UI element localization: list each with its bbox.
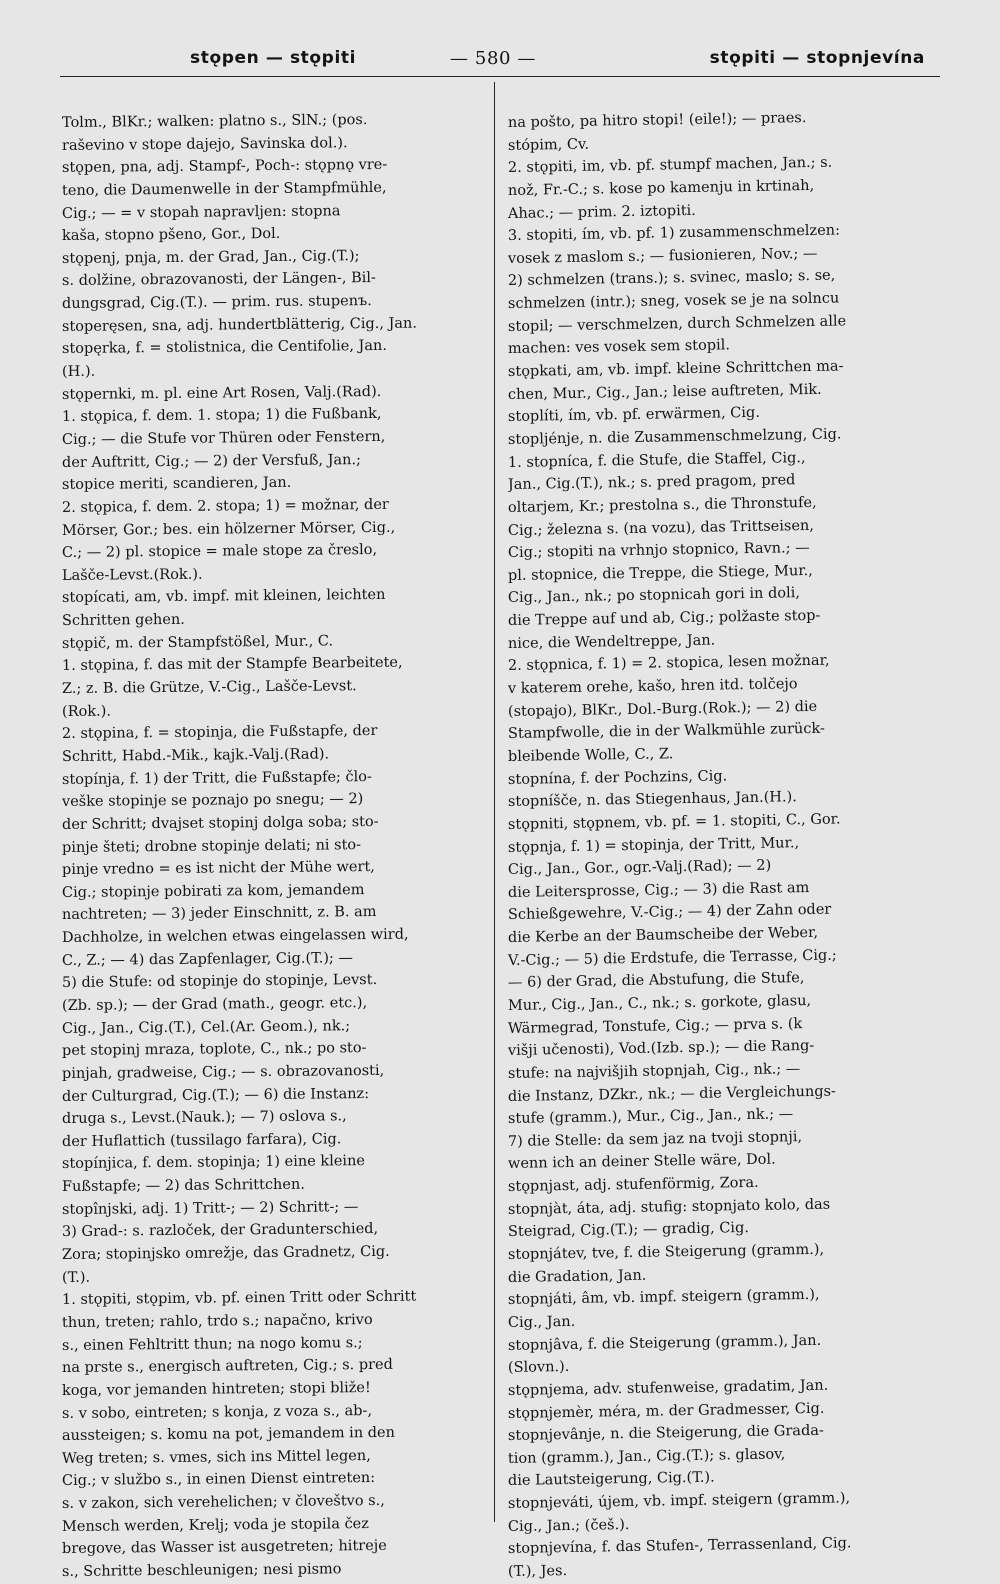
header-left-guideword: stǫpen — stǫpiti xyxy=(190,48,357,68)
entry-line: višji učenosti), Vod.(Izb. sp.); — die Rang- xyxy=(507,1038,815,1060)
entry-line: stópim, Cv. xyxy=(507,136,590,154)
entry-line: die Kerbe an der Baumscheibe der Weber, xyxy=(507,924,819,947)
entry-line: pinje vredno = es ist nicht der Mühe wert, xyxy=(61,859,375,879)
entry-line: Zora; stopinjsko omrežje, das Gradnetz, Cig. xyxy=(61,1243,390,1264)
entry-line: stopînjski, adj. 1) Tritt-; — 2) Schritt-; — xyxy=(61,1198,359,1218)
entry-line: stopnína, f. der Pochzins, Cig. xyxy=(507,767,728,788)
entry-line: stǫpkati, am, vb. impf. kleine Schrittchen ma- xyxy=(507,358,844,381)
entry-line: bregove, das Wasser ist ausgetreten; hitreje xyxy=(61,1538,387,1558)
entry-line: machen: ves vosek sem stopil. xyxy=(507,337,731,358)
entry-line: Jan., Cig.(T.), nk.; s. pred pragom, pred xyxy=(507,472,796,494)
column-divider xyxy=(494,82,495,1522)
entry-line: stǫpenj, pnja, m. der Grad, Jan., Cig.(T.); xyxy=(61,247,360,267)
entry-line: stopnjevína, f. das Stufen-, Terrassenland, Cig. xyxy=(507,1535,852,1558)
entry-line: vosek z maslom s.; — fusionieren, Nov.; — xyxy=(507,245,818,267)
entry-line: 2. stǫpnica, f. 1) = 2. stopica, lesen možnar, xyxy=(507,653,830,675)
entry-line: Cig., Jan., Cig.(T.), Cel.(Ar. Geom.), nk.; xyxy=(61,1017,351,1037)
entry-line: Cig.; — = v stopah napravljen: stopna xyxy=(61,202,341,222)
header-rule xyxy=(60,76,940,77)
entry-line: Steigrad, Cig.(T.); — gradig, Cig. xyxy=(507,1220,750,1241)
entry-line: (Rok.). xyxy=(61,703,112,720)
entry-line: 2. stǫpiti, im, vb. pf. stumpf machen, Jan.; s. xyxy=(507,154,833,177)
entry-line: Cig.; — die Stufe vor Thüren oder Fenstern, xyxy=(61,428,386,448)
entry-line: 1. stopníca, f. die Stufe, die Staffel, Cig., xyxy=(507,449,806,471)
entry-line: (H.). xyxy=(61,363,96,381)
entry-line: kaša, stopno pšeno, Gor., Dol. xyxy=(61,226,281,245)
entry-line: stǫpič, m. der Stampfstößel, Mur., C. xyxy=(61,633,334,652)
entry-line: wenn ich an deiner Stelle wäre, Dol. xyxy=(507,1152,776,1173)
entry-line: 1. stǫpica, f. dem. 1. stopa; 1) die Fußbank, xyxy=(61,406,382,426)
entry-line: stǫpniti, stǫpnem, vb. pf. = 1. stopiti, C., Gor. xyxy=(507,811,841,833)
entry-line: Cig.; stopinje pobirati za kom, jemandem xyxy=(61,881,365,901)
entry-line: C., Z.; — 4) das Zapfenlager, Cig.(T.); — xyxy=(61,949,354,969)
entry-line: 2) schmelzen (trans.); s. svinec, maslo; s. se, xyxy=(507,268,836,290)
entry-line: stǫpnja, f. 1) = stopinja, der Tritt, Mur., xyxy=(507,834,800,856)
entry-line: stopnjeváti, újem, vb. impf. steigern (gramm.), xyxy=(507,1490,851,1513)
entry-line: na pošto, pa hitro stopi! (eile!); — praes. xyxy=(507,110,807,131)
entry-line: 3) Grad-: s. razloček, der Gradunterschied, xyxy=(61,1221,379,1241)
entry-line: die Leitersprosse, Cig.; — 3) die Rast am xyxy=(507,879,810,901)
entry-line: Ahac.; — prim. 2. iztopiti. xyxy=(507,202,696,222)
entry-line: nice, die Wendeltreppe, Jan. xyxy=(507,632,716,652)
entry-line: pet stopinj mraza, toplote, C., nk.; po sto- xyxy=(61,1040,367,1060)
entry-line: druga s., Levst.(Nauk.); — 7) oslova s., xyxy=(61,1108,347,1128)
entry-line: 7) die Stelle: da sem jaz na tvoji stopnji, xyxy=(507,1128,803,1150)
entry-line: der Huflattich (tussilago farfara), Cig. xyxy=(61,1131,342,1150)
entry-line: Tolm., BlKr.; walken: platno s., SlN.; (pos. xyxy=(61,112,368,131)
entry-line: Mörser, Gor.; bes. ein hölzerner Mörser, Cig., xyxy=(61,519,396,539)
entry-line: pl. stopnice, die Treppe, die Stiege, Mur., xyxy=(507,562,813,584)
entry-line: Fußstapfe; — 2) das Schrittchen. xyxy=(61,1176,305,1196)
entry-line: stufe (gramm.), Mur., Cig., Jan., nk.; — xyxy=(507,1106,794,1128)
entry-line: (Slovn.). xyxy=(507,1359,570,1377)
entry-line: die Instanz, DZkr., nk.; — die Vergleichungs- xyxy=(507,1083,837,1105)
entry-line: stopljénje, n. die Zusammenschmelzung, Cig. xyxy=(507,426,842,448)
entry-line: thun, treten; rahlo, trdo s.; napačno, krivo xyxy=(61,1311,373,1331)
entry-line: teno, die Daumenwelle in der Stampfmühle, xyxy=(61,179,387,199)
entry-line: stopnjáti, âm, vb. impf. steigern (gramm.), xyxy=(507,1287,820,1309)
entry-line: die Lautsteigerung, Cig.(T.). xyxy=(507,1470,715,1490)
entry-line: na prste s., energisch auftreten, Cig.; s. pred xyxy=(61,1357,393,1377)
entry-line: Lašče-Levst.(Rok.). xyxy=(61,566,203,584)
right-column xyxy=(508,112,933,1584)
entry-line: schmelzen (intr.); sneg, vosek se je na solncu xyxy=(507,290,840,313)
entry-line: stopnjàt, áta, adj. stufig: stopnjato kolo, das xyxy=(507,1196,831,1218)
entry-line: nachtreten; — 3) jeder Einschnitt, z. B. am xyxy=(61,904,377,924)
entry-line: Wärmegrad, Tonstufe, Cig.; — prva s. (k xyxy=(507,1015,803,1037)
entry-line: die Gradation, Jan. xyxy=(507,1267,647,1286)
entry-line: oltarjem, Kr.; prestolna s., die Thronstufe, xyxy=(507,494,817,516)
entry-line: stopínjica, f. dem. stopinja; 1) eine kleine xyxy=(61,1153,366,1173)
entry-line: stopil; — verschmelzen, durch Schmelzen alle xyxy=(507,313,847,335)
entry-line: aussteigen; s. komu na pot, jemandem in den xyxy=(61,1424,396,1445)
entry-line: Cig.; železna s. (na vozu), das Trittseisen, xyxy=(507,517,815,539)
entry-line: Schritten gehen. xyxy=(61,611,185,630)
entry-line: Cig., Jan., Gor., ogr.-Valj.(Rad); — 2) xyxy=(507,857,772,879)
entry-line: der Culturgrad, Cig.(T.); — 6) die Instanz: xyxy=(61,1085,370,1105)
entry-line: 1. stǫpiti, stǫpim, vb. pf. einen Tritt oder Schritt xyxy=(61,1288,417,1309)
entry-line: Cig., Jan. xyxy=(507,1313,576,1331)
entry-line: stopníšče, n. das Stiegenhaus, Jan.(H.). xyxy=(507,789,797,811)
entry-line: stǫpnjema, adv. stufenweise, gradatim, Jan. xyxy=(507,1377,829,1399)
entry-line: veške stopinje se poznajo po snegu; — 2) xyxy=(61,791,364,811)
entry-line: Mensch werden, Krelj; voda je stopila čez xyxy=(61,1515,369,1535)
entry-line: s. dolžine, obrazovanosti, der Längen-, Bil- xyxy=(61,270,376,290)
entry-line: stopínja, f. 1) der Tritt, die Fußstapfe; člo- xyxy=(61,768,372,788)
entry-line: pinjah, gradweise, Cig.; — s. obrazovanosti, xyxy=(61,1062,385,1082)
entry-line: 2. stǫpica, f. dem. 2. stopa; 1) = možnar, der xyxy=(61,496,389,516)
entry-line: 1. stǫpina, f. das mit der Stampfe Bearbeitete, xyxy=(61,655,403,675)
entry-line: (stopajo), BlKr., Dol.-Burg.(Rok.); — 2) die xyxy=(507,698,818,720)
left-column xyxy=(62,112,487,1584)
entry-line: 3. stopiti, ím, vb. pf. 1) zusammenschmelzen: xyxy=(507,222,841,245)
entry-line: s., einen Fehltritt thun; na nogo komu s.; xyxy=(61,1334,363,1354)
entry-line: stufe: na najvišjih stopnjah, Cig., nk.; — xyxy=(507,1061,801,1082)
entry-line: nož, Fr.-C.; s. kose po kamenju in krtinah, xyxy=(507,177,815,199)
entry-line: tion (gramm.), Jan., Cig.(T.); s. glasov, xyxy=(507,1446,786,1467)
header-right-guideword: stǫpiti — stopnjevína xyxy=(709,48,925,68)
entry-line: stǫpnjemèr, méra, m. der Gradmesser, Cig. xyxy=(507,1400,825,1422)
entry-line: Dachholze, in welchen etwas eingelassen wird, xyxy=(61,926,409,947)
entry-line: 5) die Stufe: od stopinje do stopinje, Levst. xyxy=(61,972,378,992)
entry-line: Mur., Cig., Jan., C., nk.; s. gorkote, glasu, xyxy=(507,992,812,1014)
entry-line: stǫpen, pna, adj. Stampf-, Poch-: stǫpnǫ vre- xyxy=(61,157,388,177)
entry-line: Cig., Jan.; (češ.). xyxy=(507,1516,630,1535)
entry-line: dungsgrad, Cig.(T.). — prim. rus. stupenъ. xyxy=(61,293,372,313)
entry-line: koga, vor jemanden hintreten; stopi bliže! xyxy=(61,1379,371,1399)
entry-line: Cig., Jan., nk.; po stopnicah gori in doli, xyxy=(507,585,801,607)
entry-line: stopice meriti, scandieren, Jan. xyxy=(61,475,292,494)
entry-line: Schritt, Habd.-Mik., kajk.-Valj.(Rad). xyxy=(61,746,330,765)
entry-line: 2. stǫpina, f. = stopinja, die Fußstapfe, der xyxy=(61,723,378,743)
entry-line: stoperęsen, sna, adj. hundertblätterig, Cig., Jan. xyxy=(61,315,418,335)
entry-line: Schießgewehre, V.-Cig.; — 4) der Zahn oder xyxy=(507,902,832,924)
entry-line: Cig.; v službo s., in einen Dienst eintreten: xyxy=(61,1470,376,1490)
entry-line: stoplíti, ím, vb. pf. erwärmen, Cig. xyxy=(507,405,760,426)
entry-line: Weg treten; s. vmes, sich ins Mittel legen, xyxy=(61,1447,371,1467)
entry-line: stǫpernki, m. pl. eine Art Rosen, Valj.(Rad). xyxy=(61,383,382,403)
entry-line: bleibende Wolle, C., Z. xyxy=(507,746,674,765)
entry-line: (Zb. sp.); — der Grad (math., geogr. etc.), xyxy=(61,995,368,1014)
entry-line: (T.), Jes. xyxy=(507,1563,568,1580)
entry-line: s., Schritte beschleunigen; nesi pismo xyxy=(61,1561,342,1580)
entry-line: C.; — 2) pl. stopice = male stope za čreslo, xyxy=(61,542,378,562)
entry-line: v katerem orehe, kašo, hren itd. tolčejo xyxy=(507,676,798,698)
entry-line: stopnjevânje, n. die Steigerung, die Grada- xyxy=(507,1422,824,1445)
entry-line: chen, Mur., Cig., Jan.; leise auftreten, Mik. xyxy=(507,381,822,403)
entry-line: der Auftritt, Cig.; — 2) der Versfuß, Jan.; xyxy=(61,451,362,471)
entry-line: stopnjátev, tve, f. die Steigerung (gramm.), xyxy=(507,1241,825,1264)
entry-line: pinje šteti; drobne stopinje delati; ni sto- xyxy=(61,836,362,856)
entry-line: — 6) der Grad, die Abstufung, die Stufe, xyxy=(507,970,805,992)
entry-line: Stampfwolle, die in der Walkmühle zurück- xyxy=(507,721,825,743)
entry-line: stopícati, am, vb. impf. mit kleinen, leichten xyxy=(61,587,386,607)
running-header xyxy=(75,44,925,74)
entry-line: stǫpnjast, adj. stufenförmig, Zora. xyxy=(507,1174,759,1196)
entry-line: stopnjâva, f. die Steigerung (gramm.), Jan. xyxy=(507,1332,822,1354)
entry-line: Cig.; stopiti na vrhnjo stopnico, Ravn.; — xyxy=(507,540,810,562)
entry-line: (T.). xyxy=(61,1269,91,1286)
entry-line: stopęrka, f. = stolistnica, die Centifolie, Jan. xyxy=(61,338,387,358)
entry-line: der Schritt; dvajset stopinj dolga soba; sto- xyxy=(61,813,379,833)
entry-line: Z.; z. B. die Grütze, V.-Cig., Lašče-Levst. xyxy=(61,678,357,698)
page-number: — 580 — xyxy=(450,48,536,69)
entry-line: V.-Cig.; — 5) die Erdstufe, die Terrasse, Cig.; xyxy=(507,947,837,969)
entry-line: s. v zakon, sich verehelichen; v človeštvo s., xyxy=(61,1492,385,1513)
entry-line: s. v sobo, eintreten; s konja, z voza s., ab-, xyxy=(61,1402,373,1422)
entry-line: raševino v stope dajejo, Savinska dol.). xyxy=(61,134,348,154)
entry-line: die Treppe auf und ab, Cig.; polžaste stop- xyxy=(507,607,821,630)
